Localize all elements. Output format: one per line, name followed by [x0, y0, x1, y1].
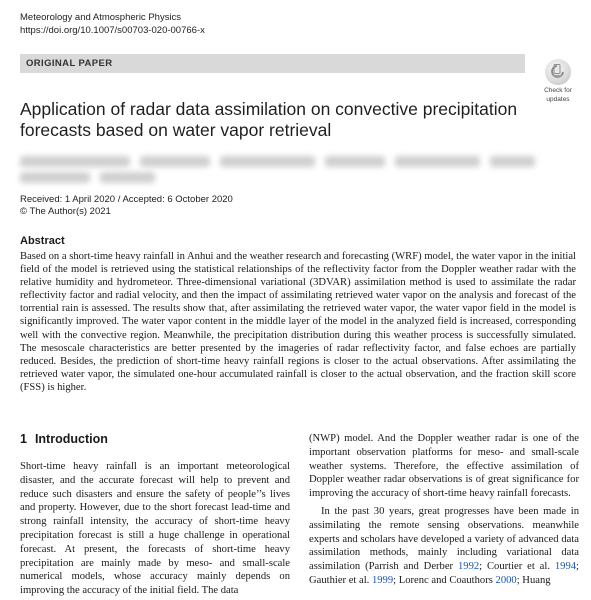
check-for-updates-label-line2: updates — [546, 96, 570, 103]
paragraph — [309, 505, 579, 588]
article-type-banner — [20, 54, 525, 73]
article-type-label: ORIGINAL PAPER — [26, 58, 113, 69]
abstract-heading: Abstract — [20, 235, 65, 247]
citation-link[interactable]: 1994 — [554, 561, 577, 573]
section-title: Introduction — [34, 432, 108, 446]
copyright-notice: © The Author(s) 2021 — [20, 206, 111, 217]
citation-separator: ; Gauthier et al. — [309, 561, 579, 586]
section-heading-introduction — [20, 432, 108, 446]
check-for-updates-label-line1: Check for — [544, 87, 572, 94]
citation-link[interactable]: 1999 — [371, 574, 394, 586]
section-number: 1 — [20, 432, 27, 446]
check-for-updates-button[interactable] — [541, 59, 575, 103]
abstract-text: Based on a short-time heavy rainfall in Anhui and the weather research and forecasting (WRF) model, the water vapor in the initial field of the model is retrieved using the statistical relationships of the reflectivity factor from the Doppler weather radar with the relative humidity and hydrometeor. Three-dimensional variational (3DVAR) assimilation method is used to assimilate the radar reflectivity factor and radial velocity, and then the impact of assimilating retrieved water vapor on the analysis and forecast of the torrential rain is assessed. The results show that, after assimilating the retrieved water vapor, the water vapor field in the model is significantly improved. The water vapor content in the middle layer of the model in the analyzed field is increased, corresponding well with the convective region. Meanwhile, the precipitation distribution during this weather process is successfully simulated. The mesoscale characteristics are better presented by the imageries of radar reflectivity factor, and false echoes are partially reduced. Besides, the prediction of short-time heavy rainfall regions is closer to the actual observations. After assimilating the retrieved water vapor, the simulated one-hour accumulated rainfall is closer to the actual observation, and the fraction skill score (FSS) is higher. — [20, 251, 576, 393]
citation-separator: ; Lorenc and Coauthors — [393, 574, 496, 586]
doi-link[interactable]: https://doi.org/10.1007/s00703-020-00766-x — [20, 25, 205, 36]
journal-name: Meteorology and Atmospheric Physics — [20, 12, 182, 23]
citation-separator: ; Huang — [516, 574, 551, 586]
paragraph-text: In the past 30 years, great progresses have been made in assimilating the remote sensing observations. meanwhile experts and scholars have developed a variety of advanced data assimilation methods, mainly including variational data assimilation (Parrish and Derber — [309, 505, 579, 573]
citation-separator: ; Courtier et al. — [479, 561, 555, 573]
authors-redacted — [20, 153, 540, 183]
article-title: Application of radar data assimilation on convective precipitation forecasts based on water vapor retrieval — [20, 99, 518, 140]
paragraph: (NWP) model. And the Doppler weather radar is one of the important observation platforms for meso- and small-scale weather systems. Therefore, the effective assimilation of Doppler weather radar observations is of great significance for improving the accuracy of short-time heavy rainfall forecasts. — [309, 433, 579, 500]
introduction-right-column — [309, 432, 579, 588]
citation-link[interactable]: 2000 — [495, 574, 517, 586]
check-for-updates-icon — [545, 59, 571, 85]
received-accepted-dates: Received: 1 April 2020 / Accepted: 6 October 2020 — [20, 194, 233, 205]
citation-link[interactable]: 1992 — [457, 561, 480, 573]
introduction-left-column: Short-time heavy rainfall is an important meteorological disaster, and the accurate forecast will help to prevent and reduce such disasters and ensure the safety of people’’s lives and property. However, due to the short forecast lead-time and strong rainfall intensity, the accuracy of short-time heavy precipitation forecast is still a huge challenge in operational forecast. At present, the forecasts of short-time heavy precipitation are mainly made by meso- and small-scale numerical models, whose accuracy mainly depends on improving the accuracy of the initial field. The data — [20, 461, 290, 597]
